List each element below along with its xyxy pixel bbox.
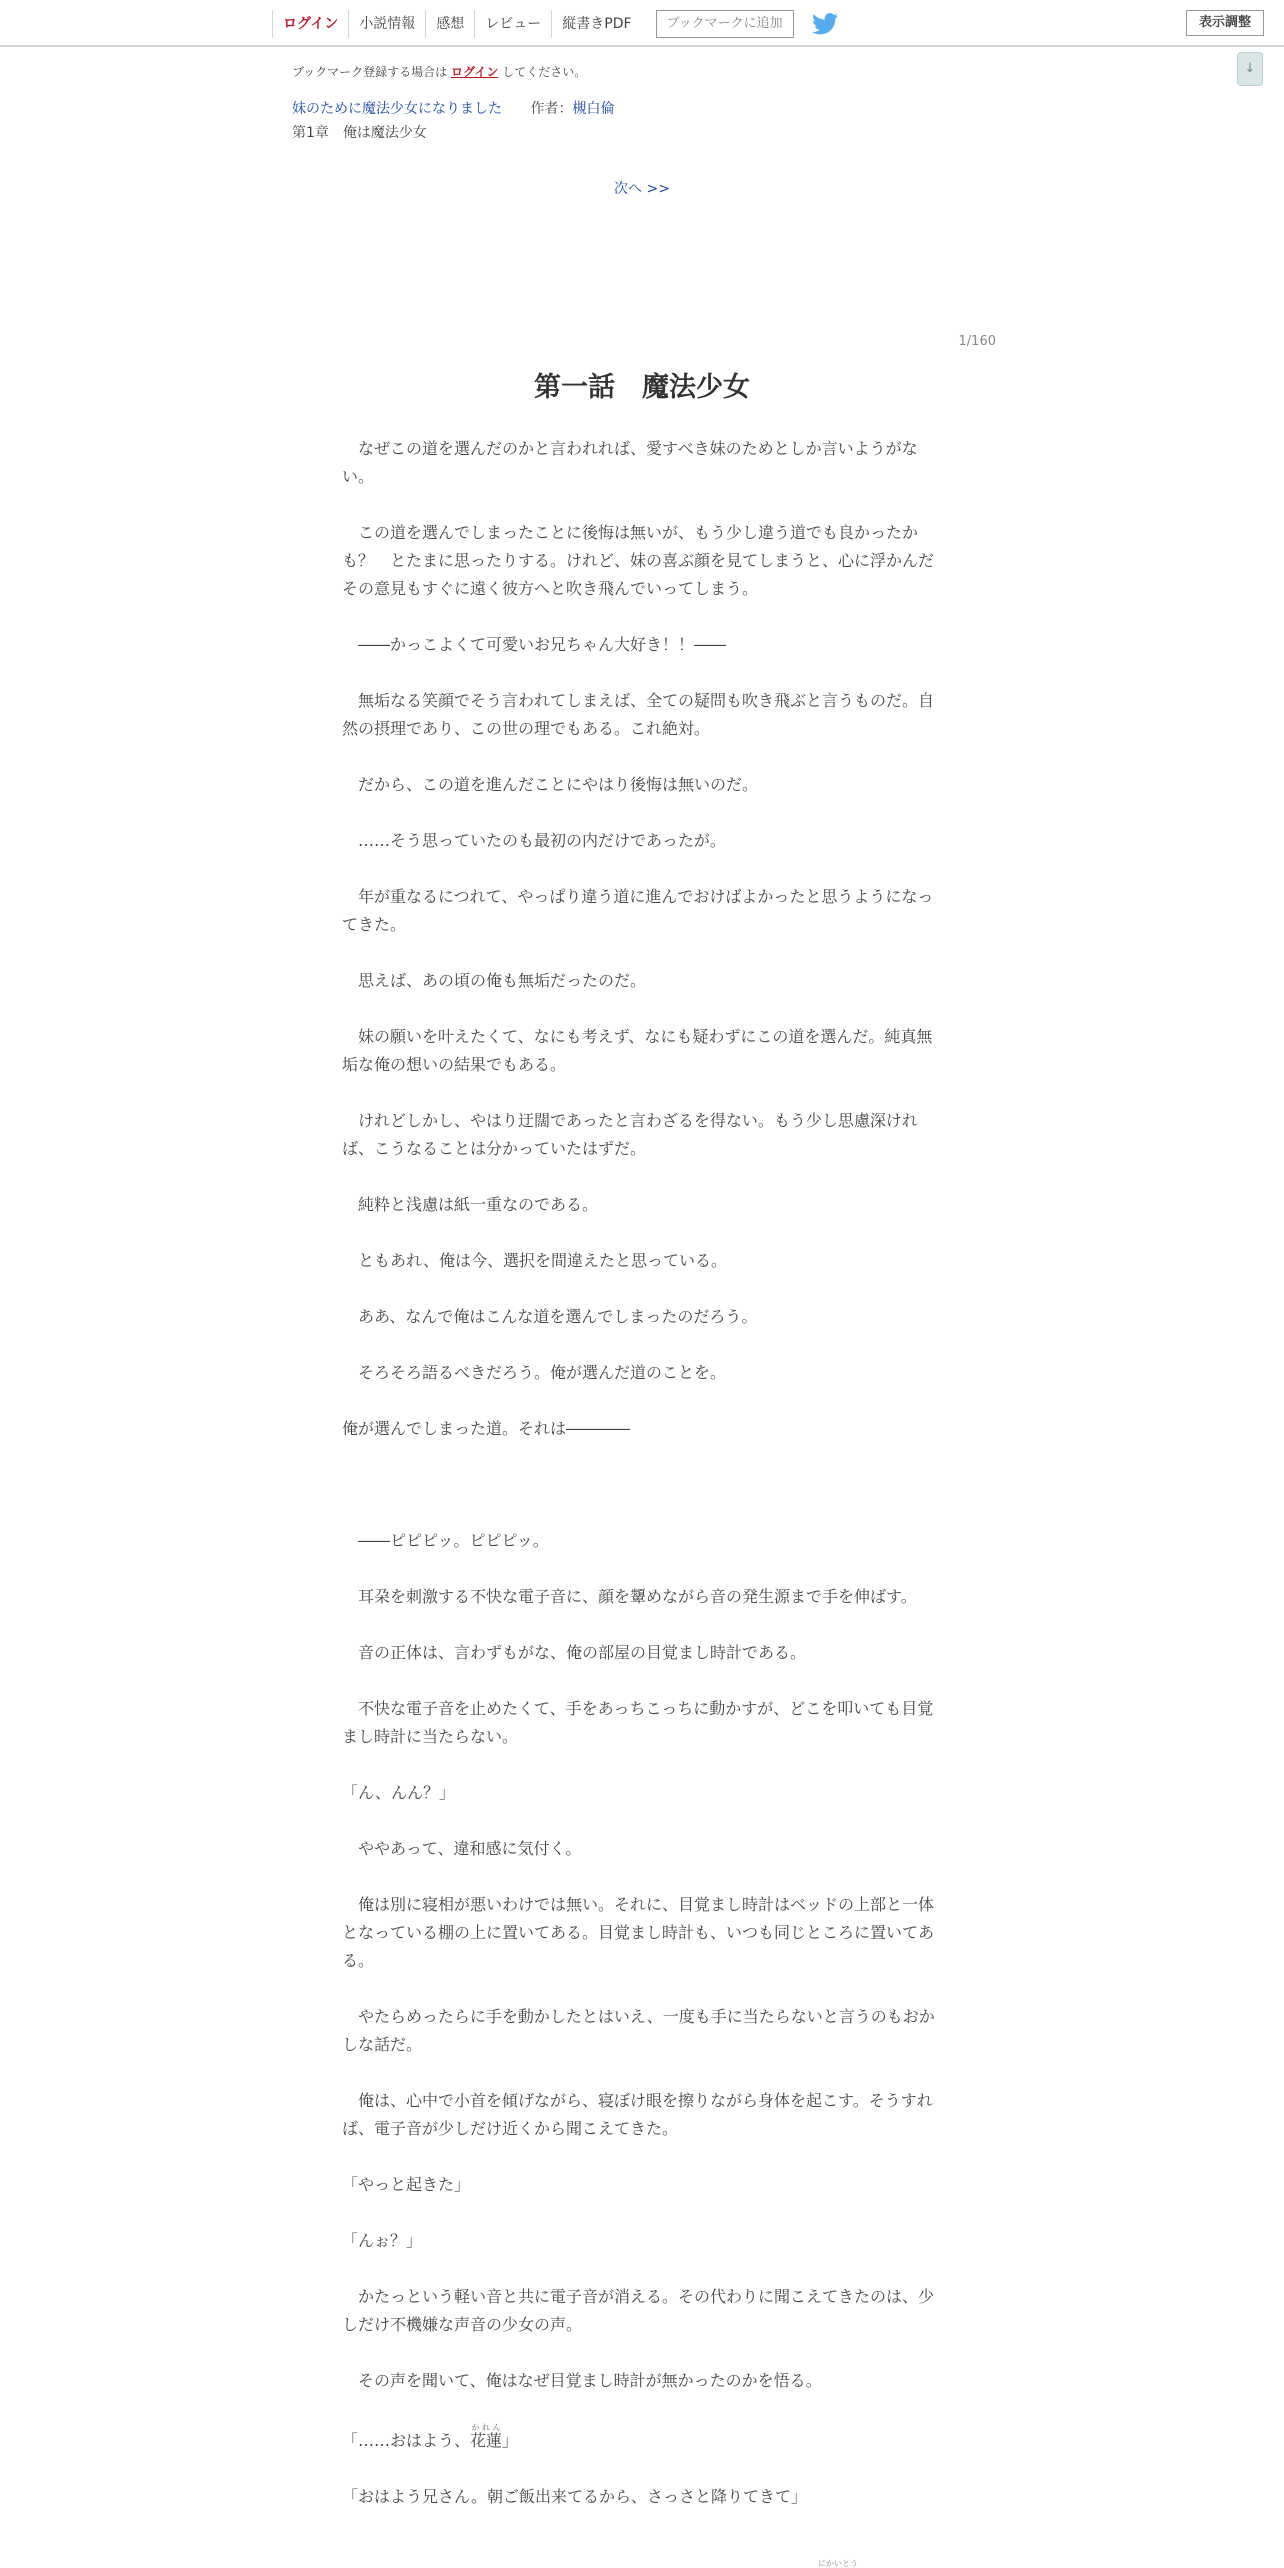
novel-title-link[interactable]: 妹のために魔法少女になりました	[292, 101, 502, 117]
ruby-base: 花蓮	[470, 2431, 503, 2450]
ruby-text-after: 」	[502, 2431, 519, 2450]
paragraph: ああ、なんで俺はこんな道を選んでしまったのだろう。	[342, 1307, 758, 1326]
scroll-down-tab[interactable]	[1237, 52, 1263, 86]
paragraph: ややあって、違和感に気付く。	[342, 1839, 582, 1858]
author-label: 作者：	[530, 101, 573, 117]
paragraph: 無垢なる笑顔でそう言われてしまえば、全ての疑問も吹き飛ぶと言うものだ。自然の摂理であり、この世の理でもある。これ絶対。	[342, 691, 935, 738]
paragraph: ――ピピピッ。ピピピッ。	[342, 1531, 549, 1550]
paragraph: 年が重なるにつれて、やっぱり違う道に進んでおけばよかったと思うようになってきた。	[342, 887, 934, 934]
login-link[interactable]: ログイン	[272, 10, 348, 38]
paragraph: この道を選んでしまったことに後悔は無いが、もう少し違う道でも良かったかも？ とたまに思ったりする。けれど、妹の喜ぶ顔を見てしまうと、心に浮かんだその意見もすぐに遠く彼方へと吹き飛んでいってしまう。	[342, 523, 935, 598]
name-ruby	[470, 2423, 503, 2450]
paragraph: ――かっこよくて可愛いお兄ちゃん大好き！！――	[342, 635, 727, 654]
paragraph: 俺が選んでしまった道。それは――――	[342, 1419, 631, 1438]
paragraph: 耳朶を刺激する不快な電子音に、顔を顰めながら音の発生源まで手を伸ばす。	[342, 1587, 917, 1606]
novel-info-link[interactable]: 小説情報	[348, 10, 425, 38]
arrow-down-icon: ↓	[1244, 61, 1256, 76]
paragraph: 音の正体は、言わずもがな、俺の部屋の目覚まし時計である。	[342, 1643, 807, 1662]
paragraph: ……そう思っていたのも最初の内だけであったが。	[342, 831, 726, 850]
novel-header	[292, 98, 614, 118]
novel-body	[342, 435, 942, 2539]
notice-login-link[interactable]: ログイン	[451, 65, 499, 79]
review-link[interactable]: レビュー	[474, 10, 551, 38]
paragraph: けれどしかし、やはり迂闊であったと言わざるを得ない。もう少し思慮深ければ、こうなることは分かっていたはずだ。	[342, 1111, 918, 1158]
paragraph: 「やっと起きた」	[342, 2175, 471, 2194]
ruby-reading: かれん	[470, 2423, 503, 2432]
paragraph: 「ん、んん？」	[342, 1783, 455, 1802]
paragraph: 俺は別に寝相が悪いわけでは無い。それに、目覚まし時計はベッドの上部と一体となっている棚の上に置いてある。目覚まし時計も、いつも同じところに置いてある。	[342, 1895, 935, 1970]
episode-title: 第一話 魔法少女	[534, 372, 750, 403]
author-link[interactable]: 槻白倫	[572, 101, 615, 117]
paragraph: 俺は、心中で小首を傾げながら、寝ぼけ眼を擦りながら身体を起こす。そうすれば、電子音が少しだけ近くから聞こえてきた。	[342, 2091, 933, 2138]
paragraph: 純粋と浅慮は紙一重なのである。	[342, 1195, 599, 1214]
paragraph: 「んぉ？」	[342, 2231, 423, 2250]
paragraph: なぜこの道を選んだのかと言われれば、愛すべき妹のためとしか言いようがない。	[342, 439, 918, 486]
paragraph-with-ruby	[342, 2423, 942, 2455]
top-nav	[272, 8, 838, 40]
add-bookmark-button[interactable]: ブックマークに追加	[656, 10, 794, 38]
paragraph: だから、この道を進んだことにやはり後悔は無いのだ。	[342, 775, 759, 794]
notice-suffix: してください。	[502, 65, 587, 79]
paragraph: 思えば、あの頃の俺も無垢だったのだ。	[342, 971, 647, 990]
chapter-title: 第1章 俺は魔法少女	[292, 125, 427, 141]
paragraph: 妹の願いを叶えたくて、なにも考えず、なにも疑わずにこの道を選んだ。純真無垢な俺の想いの結果でもある。	[342, 1027, 933, 1074]
next-page-link	[0, 178, 1284, 198]
next-link-text[interactable]: 次へ >>	[614, 181, 670, 197]
page-counter: 1/160	[958, 334, 996, 349]
paragraph: そろそろ語るべきだろう。俺が選んだ道のことを。	[342, 1363, 727, 1382]
twitter-bird-icon[interactable]	[812, 13, 838, 35]
ruby-text-before: 「……おはよう、	[342, 2431, 471, 2450]
impressions-link[interactable]: 感想	[425, 10, 474, 38]
paragraph: その声を聞いて、俺はなぜ目覚まし時計が無かったのかを悟る。	[342, 2371, 822, 2390]
notice-prefix: ブックマーク登録する場合は	[292, 65, 448, 79]
paragraph: 不快な電子音を止めたくて、手をあっちこっちに動かすが、どこを叩いても目覚まし時計に当たらない。	[342, 1699, 934, 1746]
paragraph: かたっという軽い音と共に電子音が消える。その代わりに聞こえてきたのは、少しだけ不機嫌な声音の少女の声。	[342, 2287, 935, 2334]
paragraph: やたらめったらに手を動かしたとはいえ、一度も手に当たらないと言うのもおかしな話だ。	[342, 2007, 935, 2054]
paragraph: ともあれ、俺は今、選択を間違えたと思っている。	[342, 1251, 727, 1270]
partial-ruby-text: にかいとう	[818, 2559, 858, 2568]
bookmark-notice	[292, 63, 586, 80]
vertical-pdf-link[interactable]: 縦書きPDF	[551, 10, 641, 38]
top-bar	[0, 0, 1284, 47]
display-settings-button[interactable]: 表示調整	[1186, 10, 1264, 36]
paragraph: 「おはよう兄さん。朝ご飯出来てるから、さっさと降りてきて」	[342, 2487, 807, 2506]
